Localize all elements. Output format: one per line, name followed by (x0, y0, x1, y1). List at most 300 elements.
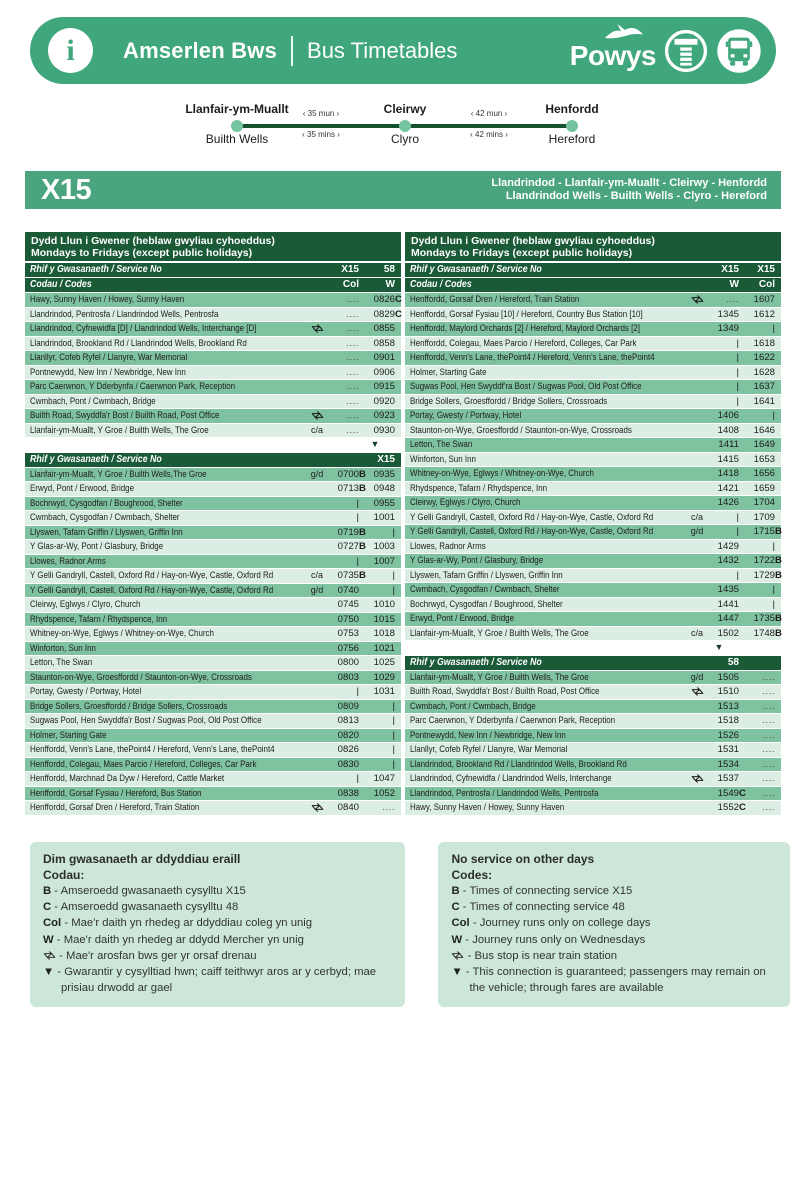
stop-name: Y Gelli Gandryll, Castell, Oxford Rd / Hay-on-Wye, Castle, Oxford Rd (30, 584, 274, 596)
route-diagram (0, 100, 806, 155)
time-cell: 1534 (717, 758, 739, 770)
time-cell: 1015 (373, 613, 395, 625)
time-cell: 0803 (337, 671, 359, 683)
service-no-row (25, 453, 401, 468)
stop-row (25, 627, 401, 642)
time-cell: 1531 (717, 744, 739, 755)
stop-row (405, 714, 781, 729)
stop-name: Builth Road, Swyddfa'r Bost / Builth Road, Post Office (410, 686, 600, 697)
time-cell: 1345 (717, 308, 739, 320)
legend-box-welsh (30, 842, 405, 1007)
stop-name: Henffordd, Colegau, Maes Parcio / Hereford, Colleges, Car Park (410, 337, 637, 349)
stop-name: Rhydspence, Tafarn / Rhydspence, Inn (410, 482, 548, 494)
time-code: B (359, 526, 366, 538)
stop-row (25, 801, 401, 816)
legend-codes-heading: Codau: (43, 868, 85, 882)
time-cell: | (356, 555, 359, 567)
connector-cell (355, 438, 395, 452)
stop-row (405, 540, 781, 555)
code-value: W (729, 279, 739, 290)
stop-row (25, 729, 401, 744)
code-value: Col (758, 279, 775, 290)
legend-code: ▼ (43, 966, 55, 979)
stop-name: Henffordd, Venn's Lane, thePoint4 / Hereford, Venn's Lane, thePoint4 (30, 744, 275, 755)
timetables (25, 232, 781, 816)
time-cell: | (392, 570, 395, 581)
stop-row (405, 758, 781, 773)
stop-row (25, 540, 401, 555)
stop-row (405, 554, 781, 569)
stop-name: Llandrindod, Pentrosfa / Llandrindod Wells, Pentrosfa (410, 787, 599, 799)
stop-name: Winforton, Sun Inn (410, 453, 476, 465)
time-cell: 1656 (753, 468, 775, 479)
time-cell: 1411 (718, 439, 739, 450)
arrive-depart-flag: c/a (310, 570, 323, 580)
stop-name: Erwyd, Pont / Erwood, Bridge (30, 483, 135, 494)
stop-row (405, 366, 781, 381)
time-code: B (775, 569, 782, 581)
time-cell: 0753 (337, 628, 359, 639)
no-service-dots: .... (762, 700, 775, 712)
legend-code: W (43, 933, 54, 946)
time-cell: | (356, 512, 359, 523)
stop-name: Henffordd, Gorsaf Dren / Hereford, Train Station (30, 802, 200, 813)
time-cell: 1021 (373, 642, 395, 654)
powys-wordmark (570, 30, 656, 72)
stop-name: Llowes, Radnor Arms (410, 540, 486, 552)
no-service-dots: .... (762, 686, 775, 697)
stop-row (25, 351, 401, 366)
stop-name: Llandrindod, Brookland Rd / Llandrindod Wells, Brookland Rd (410, 758, 627, 770)
stop-name: Henffordd, Maylord Orchards [2] / Hereford, Maylord Orchards [2] (410, 323, 640, 334)
day-header-english: Mondays to Fridays (except public holidays) (411, 247, 633, 259)
legend-item: Col - Mae'r daith yn rhedeg ar ddyddiau coleg yn unig (43, 917, 313, 930)
route-banner (25, 171, 781, 209)
service-no-label: Rhif y Gwasanaeth / Service No (410, 264, 542, 275)
timetable-left (25, 232, 401, 816)
time-code: B (359, 468, 366, 480)
stop-row (405, 583, 781, 598)
stop-row (25, 497, 401, 512)
stop-row (25, 569, 401, 584)
legend-code: Col (43, 917, 62, 930)
service-number: X15 (377, 453, 395, 465)
stop-row (25, 395, 401, 410)
time-cell: 1415 (717, 453, 739, 465)
powys-logo (570, 28, 762, 74)
time-cell (319, 424, 359, 438)
time-cell: 0830 (337, 758, 359, 770)
time-cell: 0740 (337, 584, 359, 596)
time-cell (735, 685, 775, 699)
info-icon: i (48, 28, 93, 73)
time-cell (735, 671, 775, 685)
stop-name: Hawy, Sunny Haven / Howey, Sunny Haven (30, 294, 185, 305)
time-cell: | (772, 540, 775, 552)
time-cell: 0700 B (337, 468, 366, 480)
time-cell: 1505 (717, 671, 739, 683)
title-english: Bus Timetables (307, 37, 458, 63)
stop-name: Cleirwy, Eglwys / Clyro, Church (30, 599, 141, 610)
no-service-dots: .... (762, 729, 775, 741)
arrive-depart-flag: g/d (690, 526, 704, 536)
time-cell: 0920 (373, 395, 395, 407)
time-cell: | (356, 686, 359, 697)
legend-item: B - Amseroedd gwasanaeth cysylltu X15 (43, 885, 246, 897)
stop-name: Llanfair-ym-Muallt, Y Groe / Builth Wells, The Groe (30, 424, 209, 436)
stop-row (25, 787, 401, 802)
codes-row (25, 278, 401, 293)
time-cell: 1748 B (753, 627, 782, 639)
time-cell: 1447 (717, 613, 739, 624)
stop-row (405, 438, 781, 453)
legend-code: B (451, 885, 460, 897)
stop-name: Bridge Sollers, Groesffordd / Bridge Sollers, Crossroads (410, 395, 608, 407)
time-cell: | (392, 715, 395, 726)
stop-name: Y Glas-ar-Wy, Pont / Glasbury, Bridge (410, 555, 544, 566)
time-cell: | (392, 700, 395, 712)
stop-row (25, 293, 401, 308)
legend-item: ▼ - Gwarantir y cysylltiad hwn; caiff teithwyr aros ar y cerbyd; mae prisiau drwodd ar gael (43, 966, 377, 995)
time-cell: 0858 (373, 337, 395, 349)
time-cell: 1349 (717, 323, 739, 334)
legend-title: Dim gwasanaeth ar ddyddiau eraill (43, 852, 241, 866)
time-code: B (775, 627, 782, 639)
no-service-dots: .... (382, 802, 395, 813)
powys-text: Powys (569, 39, 656, 71)
title-welsh: Amserlen Bws (123, 37, 278, 63)
route-stop-label: Henfordd (545, 102, 599, 116)
time-cell (735, 729, 775, 743)
stop-name: Letton, The Swan (30, 657, 93, 668)
arrive-depart-flag: c/a (690, 627, 703, 638)
stop-row (25, 772, 401, 787)
day-header-welsh: Dydd Llun i Gwener (heblaw gwyliau cyhoeddus) (31, 234, 275, 247)
time-cell: 1408 (717, 424, 739, 436)
route-stop-sublabel: Hereford (548, 132, 596, 146)
stop-row (405, 308, 781, 323)
stop-name: Cleirwy, Eglwys / Clyro, Church (410, 497, 521, 508)
stop-row (25, 366, 401, 381)
route-stop-dot (566, 120, 578, 132)
stop-row (25, 409, 401, 424)
time-cell: 0930 (373, 424, 395, 436)
time-cell: 0750 (337, 613, 359, 625)
time-cell: 1502 (717, 627, 739, 639)
stop-name: Sugwas Pool, Hen Swyddfa'r Bost / Sugwas Pool, Old Post Office (30, 715, 262, 726)
time-cell (319, 337, 359, 351)
stop-name: Bridge Sollers, Groesffordd / Bridge Sollers, Crossroads (30, 700, 228, 712)
no-service-dots: .... (762, 802, 775, 813)
route-stop-dot (231, 120, 243, 132)
stop-row (25, 584, 401, 599)
arrive-depart-flag: c/a (310, 424, 323, 435)
stop-row (405, 729, 781, 744)
service-number: X15 (757, 264, 775, 275)
service-no-label: Rhif y Gwasanaeth / Service No (30, 264, 162, 275)
stop-name: Y Glas-ar-Wy, Pont / Glasbury, Bridge (30, 541, 164, 552)
stop-name: Hawy, Sunny Haven / Howey, Sunny Haven (410, 802, 565, 813)
stop-row (25, 671, 401, 686)
arrive-depart-flag: c/a (690, 511, 703, 522)
time-cell: 1518 (717, 715, 739, 726)
stop-name: Sugwas Pool, Hen Swyddf'ra Bost / Sugwas Pool, Old Post Office (410, 381, 642, 392)
stop-name: Llandrindod, Brookland Rd / Llandrindod Wells, Brookland Rd (30, 337, 247, 349)
no-service-dots: .... (762, 758, 775, 770)
time-cell: 0809 (337, 700, 359, 712)
time-code: C (739, 802, 746, 813)
stop-name: Llyswen, Tafarn Griffin / Llyswen, Griffin Inn (410, 569, 563, 581)
time-cell: | (736, 569, 739, 581)
codes-label: Codau / Codes (410, 279, 472, 290)
no-service-dots: .... (762, 787, 775, 799)
striped-t-icon (663, 28, 709, 74)
stop-name: Winforton, Sun Inn (30, 642, 96, 654)
time-cell: 1018 (373, 628, 395, 639)
rail-icon (43, 950, 56, 962)
time-cell (735, 714, 775, 728)
stop-name: Cwmbach, Pont / Cwmbach, Bridge (410, 700, 536, 712)
stop-row (405, 511, 781, 526)
stop-row (25, 424, 401, 439)
time-cell: 0826 (337, 744, 359, 755)
stop-name: Llanllyr, Cofeb Ryfel / Llanyre, War Memorial (30, 352, 188, 363)
stop-name: Henffordd, Gorsaf Fysiau [10] / Hereford, Country Bus Station [10] (410, 308, 643, 320)
time-cell (735, 801, 775, 815)
stop-row (405, 685, 781, 700)
day-header (405, 232, 781, 263)
time-cell: 1659 (753, 482, 775, 494)
no-service-dots: .... (726, 294, 739, 305)
time-code: B (359, 483, 366, 494)
legend-codes-heading: Codes: (451, 868, 493, 882)
time-cell: 1735 B (753, 613, 782, 624)
time-cell: 1637 (753, 381, 775, 392)
route-stop-dot (399, 120, 411, 132)
stop-name: Llanllyr, Cofeb Ryfel / Llanyre, War Memorial (410, 744, 568, 755)
stop-row (405, 424, 781, 439)
stop-row (25, 613, 401, 628)
timetable-right (405, 232, 781, 816)
stop-name: Holmer, Starting Gate (410, 366, 487, 378)
time-cell: | (392, 526, 395, 538)
arrive-depart-flag: g/d (310, 584, 324, 595)
time-cell: 0713 B (337, 483, 366, 494)
time-cell: 1622 (753, 352, 775, 363)
time-cell: 1421 (717, 482, 739, 494)
stop-row (405, 453, 781, 468)
stop-name: Llandrindod, Cyfnewidfa / Llandrindod Wells, Interchange (410, 773, 612, 784)
time-cell: 1628 (753, 366, 775, 378)
stop-name: Whitney-on-Wye, Eglwys / Whitney-on-Wye, Church (410, 468, 594, 479)
codes-row (405, 278, 781, 293)
time-cell (319, 409, 359, 423)
time-cell: 0935 (373, 468, 395, 480)
stop-name: Y Gelli Gandryll, Castell, Oxford Rd / Hay-on-Wye, Castle, Oxford Rd (30, 570, 274, 581)
legend-item: C - Amseroedd gwasanaeth cysylltu 48 (43, 901, 239, 914)
stop-row (25, 337, 401, 352)
time-cell: | (392, 729, 395, 741)
stop-name: Y Gelli Gandryll, Castell, Oxford Rd / Hay-on-Wye, Castle, Oxford Rd (410, 511, 654, 523)
time-cell: 1653 (753, 453, 775, 465)
stop-name: Llanfair-ym-Muallt, Y Groe / Builth Wells, The Groe (410, 671, 589, 683)
time-code: C (739, 787, 746, 799)
segment-duration-cy: ‹ 35 mun › (302, 109, 340, 118)
stop-name: Holmer, Starting Gate (30, 729, 107, 741)
time-cell: 0813 (337, 715, 359, 726)
stop-name: Rhydspence, Tafarn / Rhydspence, Inn (30, 613, 168, 625)
legend-code: W (451, 933, 463, 946)
time-cell: 1025 (373, 657, 395, 668)
service-no-label: Rhif y Gwasanaeth / Service No (410, 656, 542, 668)
time-cell: | (736, 526, 739, 537)
connector-cell (699, 641, 739, 655)
time-cell (319, 322, 359, 336)
time-cell: | (736, 511, 739, 523)
time-cell: 1007 (373, 555, 395, 567)
route-stop-sublabel: Clyro (390, 132, 420, 146)
stop-row (25, 656, 401, 671)
stop-name: Erwyd, Pont / Erwood, Bridge (410, 613, 515, 624)
time-cell: | (392, 584, 395, 596)
stop-name: Henffordd, Colegau, Maes Parcio / Hereford, Colleges, Car Park (30, 758, 257, 770)
stop-name: Llandrindod, Cyfnewidfa [D] / Llandrindod Wells, Interchange [D] (30, 323, 257, 334)
legend-item: W - Mae'r daith yn rhedeg ar ddydd Mercher yn unig (43, 933, 304, 946)
time-cell: 1052 (373, 787, 395, 799)
stop-name: Portay, Gwesty / Portway, Hotel (30, 686, 142, 697)
stop-row (405, 598, 781, 613)
legend-item: - Bus stop is near train station (451, 948, 777, 964)
time-cell: | (772, 410, 775, 421)
time-cell: 0906 (373, 366, 395, 378)
service-number: X15 (341, 264, 359, 275)
stop-row (405, 322, 781, 337)
no-service-dots: .... (762, 744, 775, 755)
service-number: 58 (727, 656, 739, 668)
service-no-row (405, 263, 781, 278)
time-cell: 0829 C (373, 308, 402, 320)
stop-name: Henffordd, Marchnad Da Dyw / Hereford, Cattle Market (30, 773, 225, 784)
stop-row (25, 642, 401, 657)
stop-row (25, 743, 401, 758)
legend-box-english (438, 842, 790, 1007)
stop-name: Llowes, Radnor Arms (30, 555, 106, 567)
legend-title: No service on other days (451, 852, 595, 866)
stop-row (405, 482, 781, 497)
time-cell: 1418 (717, 468, 739, 479)
stop-name: Henffordd, Gorsaf Dren / Hereford, Train Station (410, 294, 580, 305)
time-code: C (395, 308, 402, 320)
stop-row (25, 468, 401, 483)
stop-name: Staunton-on-Wye, Groesffordd / Staunton-on-Wye, Crossroads (30, 671, 252, 683)
stop-name: Y Gelli Gandryll, Castell, Oxford Rd / Hay-on-Wye, Castle, Oxford Rd (410, 526, 654, 537)
time-cell: 0826 C (373, 294, 402, 305)
segment-duration-en: ‹ 42 mins › (470, 130, 508, 139)
stop-row (405, 380, 781, 395)
route-description-en: Llandrindod Wells - Builth Wells - Clyro - Hereford (505, 190, 767, 202)
stop-row (405, 351, 781, 366)
stop-name: Llyswen, Tafarn Griffin / Llyswen, Griffin Inn (30, 526, 183, 538)
stop-row (405, 743, 781, 758)
stop-row (405, 612, 781, 627)
time-cell: | (772, 323, 775, 334)
time-cell: 1003 (373, 541, 395, 552)
time-cell: | (392, 758, 395, 770)
kite-bird-icon (604, 22, 644, 44)
time-code: B (775, 526, 782, 537)
time-cell: 1432 (717, 555, 739, 566)
legend-item: Col - Journey runs only on college days (451, 917, 651, 930)
time-code: C (395, 294, 402, 305)
time-cell: | (736, 337, 739, 349)
time-cell: 1722 B (753, 555, 782, 566)
stop-row (405, 772, 781, 787)
time-cell: 0735 B (337, 570, 366, 581)
time-cell (735, 700, 775, 714)
no-service-dots: .... (762, 773, 775, 784)
stop-name: Pontnewydd, New Inn / Newbridge, New Inn (410, 729, 566, 741)
stop-name: Staunton-on-Wye, Groesffordd / Staunton-on-Wye, Crossroads (410, 424, 632, 436)
time-cell: 0923 (373, 410, 395, 421)
stop-row (405, 569, 781, 584)
legend-section (30, 842, 790, 1007)
time-cell: 1031 (373, 686, 395, 697)
time-cell: 1646 (753, 424, 775, 436)
stop-name: Cwmbach, Cysgodfan / Cwmbach, Shelter (410, 584, 560, 595)
time-cell: | (736, 381, 739, 392)
stop-name: Cwmbach, Pont / Cwmbach, Bridge (30, 395, 156, 407)
stop-row (405, 801, 781, 816)
no-service-dots: .... (346, 381, 359, 392)
legend-code: C (43, 901, 52, 914)
stop-name: Bochrwyd, Cysgodfan / Boughrood, Shelter (410, 598, 563, 610)
route-description-cy: Llandrindod - Llanfair-ym-Muallt - Cleirwy - Henfordd (491, 177, 767, 189)
arrive-depart-flag: g/d (690, 671, 704, 682)
stop-row (25, 322, 401, 337)
time-cell: 1704 (753, 497, 775, 508)
no-service-dots: .... (346, 352, 359, 363)
stop-name: Letton, The Swan (410, 439, 473, 450)
code-value: W (385, 279, 395, 290)
time-cell: 1729 B (753, 569, 782, 581)
time-cell (735, 772, 775, 786)
codes-label: Codau / Codes (30, 279, 92, 290)
time-cell: 0745 (337, 599, 359, 610)
time-cell (319, 366, 359, 380)
no-service-dots: .... (762, 671, 775, 683)
route-number: X15 (41, 173, 92, 206)
time-cell: 0948 (373, 483, 395, 494)
stop-name: Henffordd, Venn's Lane, thePoint4 / Hereford, Venn's Lane, thePoint4 (410, 352, 655, 363)
day-header (25, 232, 401, 263)
stop-row (405, 671, 781, 686)
time-cell (699, 293, 739, 307)
time-cell (735, 787, 775, 801)
stop-name: Builth Road, Swyddfa'r Bost / Builth Road, Post Office (30, 410, 220, 421)
stop-row (25, 598, 401, 613)
title-divider (291, 36, 293, 66)
time-cell: 1001 (373, 512, 395, 523)
time-cell: 1435 (717, 584, 739, 595)
time-code: B (775, 613, 782, 624)
time-cell: 0955 (373, 497, 395, 509)
time-cell: 0719 B (337, 526, 366, 538)
service-no-label: Rhif y Gwasanaeth / Service No (30, 453, 162, 465)
route-description (491, 177, 767, 203)
time-cell: 0756 (337, 642, 359, 654)
no-service-dots: .... (346, 294, 359, 305)
stop-name: Portay, Gwesty / Portway, Hotel (410, 410, 522, 421)
